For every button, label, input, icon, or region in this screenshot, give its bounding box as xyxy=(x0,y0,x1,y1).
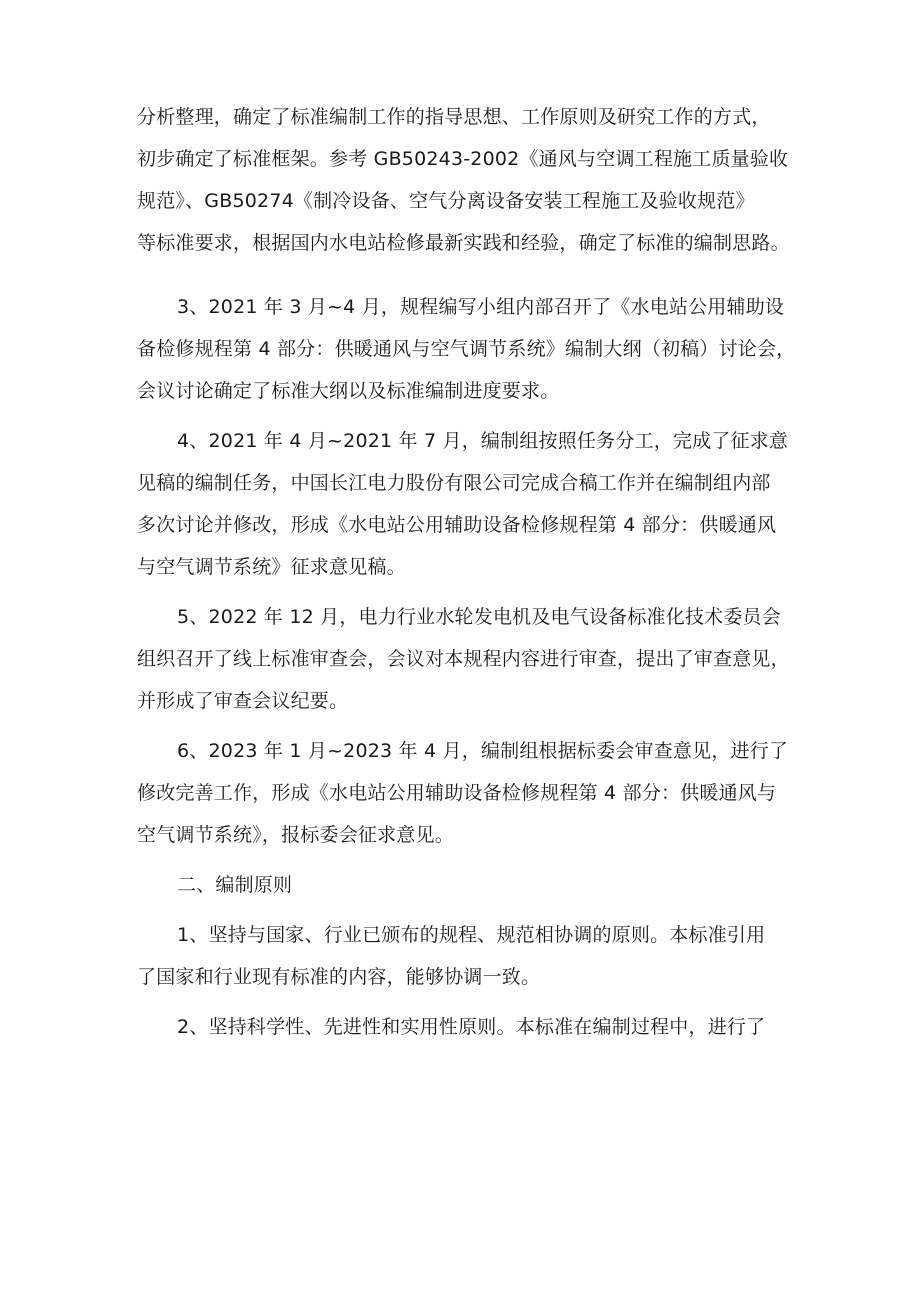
paragraph-item-5 xyxy=(137,596,797,722)
text-line: 等标准要求，根据国内水电站检修最新实践和经验，确定了标准的编制思路。 xyxy=(137,232,790,254)
text-line: 多次讨论并修改，形成《水电站公用辅助设备检修规程第 4 部分：供暖通风 xyxy=(137,514,777,536)
document-body xyxy=(137,96,797,1048)
text-line: 备检修规程第 4 部分：供暖通风与空气调节系统》编制大纲（初稿）讨论会， xyxy=(137,338,796,360)
text-line: 会议讨论确定了标准大纲以及标准编制进度要求。 xyxy=(137,380,560,402)
text-line: 组织召开了线上标准审查会，会议对本规程内容进行审查，提出了审查意见， xyxy=(137,648,790,670)
paragraph-background xyxy=(137,96,797,264)
text-line: 初步确定了标准框架。参考 GB50243-2002《通风与空调工程施工质量验收 xyxy=(137,148,789,170)
paragraph-item-6 xyxy=(137,730,797,856)
text-line: 6、2023 年 1 月~2023 年 4 月，编制组根据标委会审查意见，进行了 xyxy=(177,740,789,762)
paragraph-item-3 xyxy=(137,286,797,412)
text-line: 4、2021 年 4 月~2021 年 7 月，编制组按照任务分工，完成了征求意 xyxy=(177,430,789,452)
text-line: 1、坚持与国家、行业已颁布的规程、规范相协调的原则。本标准引用 xyxy=(177,924,766,946)
text-line: 2、坚持科学性、先进性和实用性原则。本标准在编制过程中，进行了 xyxy=(177,1016,766,1038)
paragraph-item-4 xyxy=(137,420,797,588)
paragraph-principle-1 xyxy=(137,914,797,998)
text-line: 分析整理，确定了标准编制工作的指导思想、工作原则及研究工作的方式， xyxy=(137,106,771,128)
text-line: 与空气调节系统》征求意见稿。 xyxy=(137,556,406,578)
text-line: 规范》、GB50274《制冷设备、空气分离设备安装工程施工及验收规范》 xyxy=(137,190,755,212)
text-line: 3、2021 年 3 月~4 月，规程编写小组内部召开了《水电站公用辅助设 xyxy=(177,296,785,318)
text-line: 了国家和行业现有标准的内容，能够协调一致。 xyxy=(137,966,541,988)
text-line: 见稿的编制任务，中国长江电力股份有限公司完成合稿工作并在编制组内部 xyxy=(137,472,771,494)
text-line: 5、2022 年 12 月，电力行业水轮发电机及电气设备标准化技术委员会 xyxy=(177,606,781,628)
paragraph-principle-2 xyxy=(137,1006,797,1048)
section-heading-text: 二、编制原则 xyxy=(177,874,293,896)
text-line: 空气调节系统》，报标委会征求意见。 xyxy=(137,824,454,846)
section-heading-principles xyxy=(137,864,797,906)
text-line: 并形成了审查会议纪要。 xyxy=(137,690,349,712)
text-line: 修改完善工作，形成《水电站公用辅助设备检修规程第 4 部分：供暖通风与 xyxy=(137,782,777,804)
